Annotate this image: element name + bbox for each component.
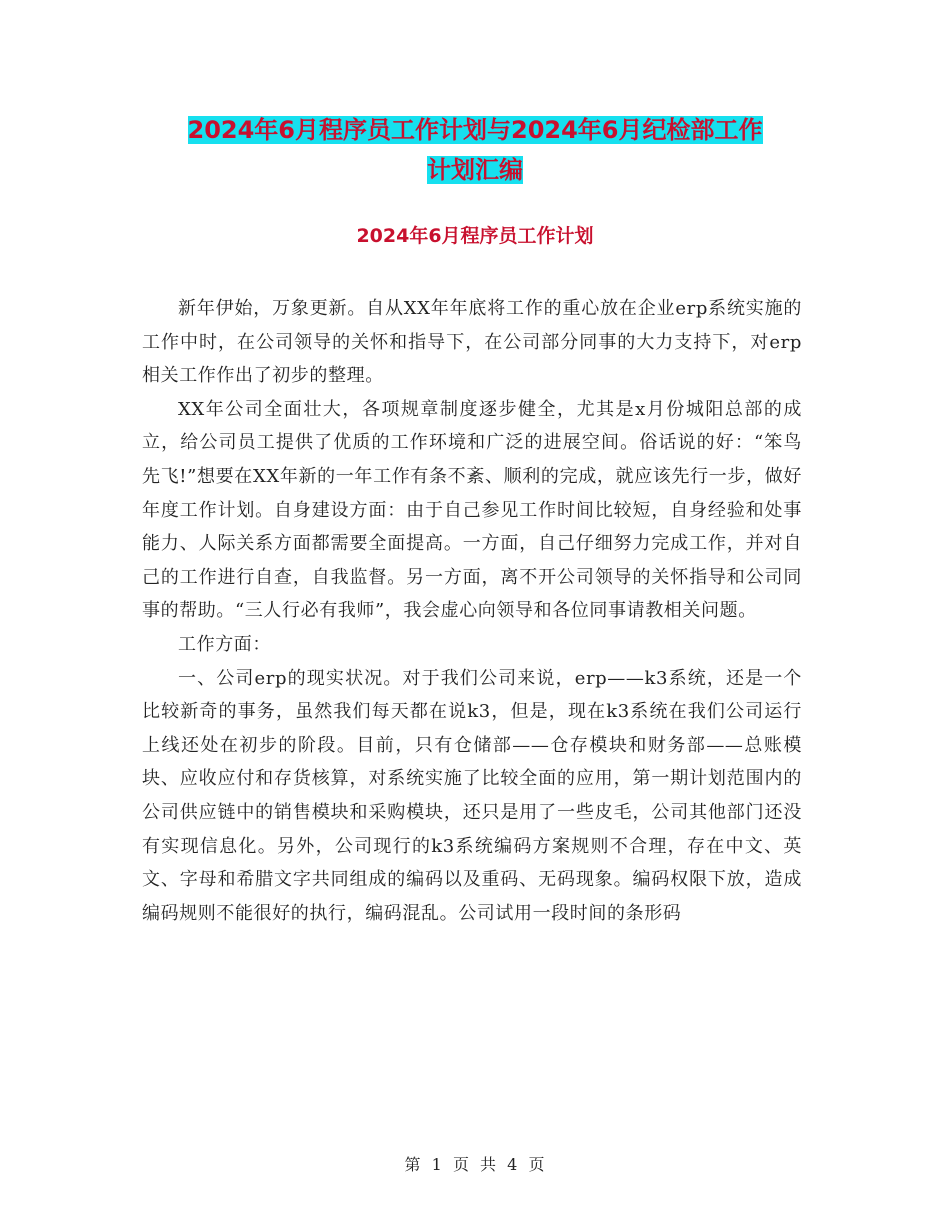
paragraph: XX年公司全面壮大，各项规章制度逐步健全，尤其是x月份城阳总部的成立，给公司员工提供了优质的工作环境和广泛的进展空间。俗话说的好：“笨鸟先飞!”想要在XX年新的一年工作有条不紊、顺利的完成，就应该先行一步，做好年度工作计划。自身建设方面：由于自己参见工作时间比较短，自身经验和处事能力、人际关系方面都需要全面提高。一方面，自己仔细努力完成工作，并对自己的工作进行自查，自我监督。另一方面，离不开公司领导的关怀指导和公司同事的帮助。“三人行必有我师”，我会虚心向领导和各位同事请教相关问题。 (142, 398, 802, 622)
footer-page-number: 1 (431, 1155, 443, 1174)
footer-total-label: 共 (480, 1155, 498, 1174)
paragraph: 新年伊始，万象更新。自从XX年年底将工作的重心放在企业erp系统实施的工作中时，在公司领导的关怀和指导下，在公司部分同事的大力支持下，对erp相关工作作出了初步的整理。 (142, 298, 802, 387)
document-title (140, 110, 810, 190)
page-footer (0, 1152, 950, 1175)
document-title-line-2: 计划汇编 (427, 156, 523, 184)
section-title: 2024年6月程序员工作计划 (356, 225, 594, 247)
footer-page-label: 页 (452, 1155, 470, 1174)
paragraph: 一、公司erp的现实状况。对于我们公司来说，erp——k3系统，还是一个比较新奇的事务，虽然我们每天都在说k3，但是，现在k3系统在我们公司运行上线还处在初步的阶段。目前，只有仓储部——仓存模块和财务部——总账模块、应收应付和存货核算，对系统实施了比较全面的应用，第一期计划范围内的公司供应链中的销售模块和采购模块，还只是用了一些皮毛，公司其他部门还没有实现信息化。另外，公司现行的k3系统编码方案规则不合理，存在中文、英文、字母和希腊文字共同组成的编码以及重码、无码现象。编码权限下放，造成编码规则不能很好的执行，编码混乱。公司试用一段时间的条形码 (142, 667, 802, 924)
paragraph: 工作方面： (178, 633, 271, 655)
footer-prefix: 第 (404, 1155, 422, 1174)
footer-suffix: 页 (528, 1155, 546, 1174)
document-body (142, 292, 802, 930)
footer-total-pages: 4 (507, 1155, 519, 1174)
document-title-line-1: 2024年6月程序员工作计划与2024年6月纪检部工作 (187, 116, 763, 144)
